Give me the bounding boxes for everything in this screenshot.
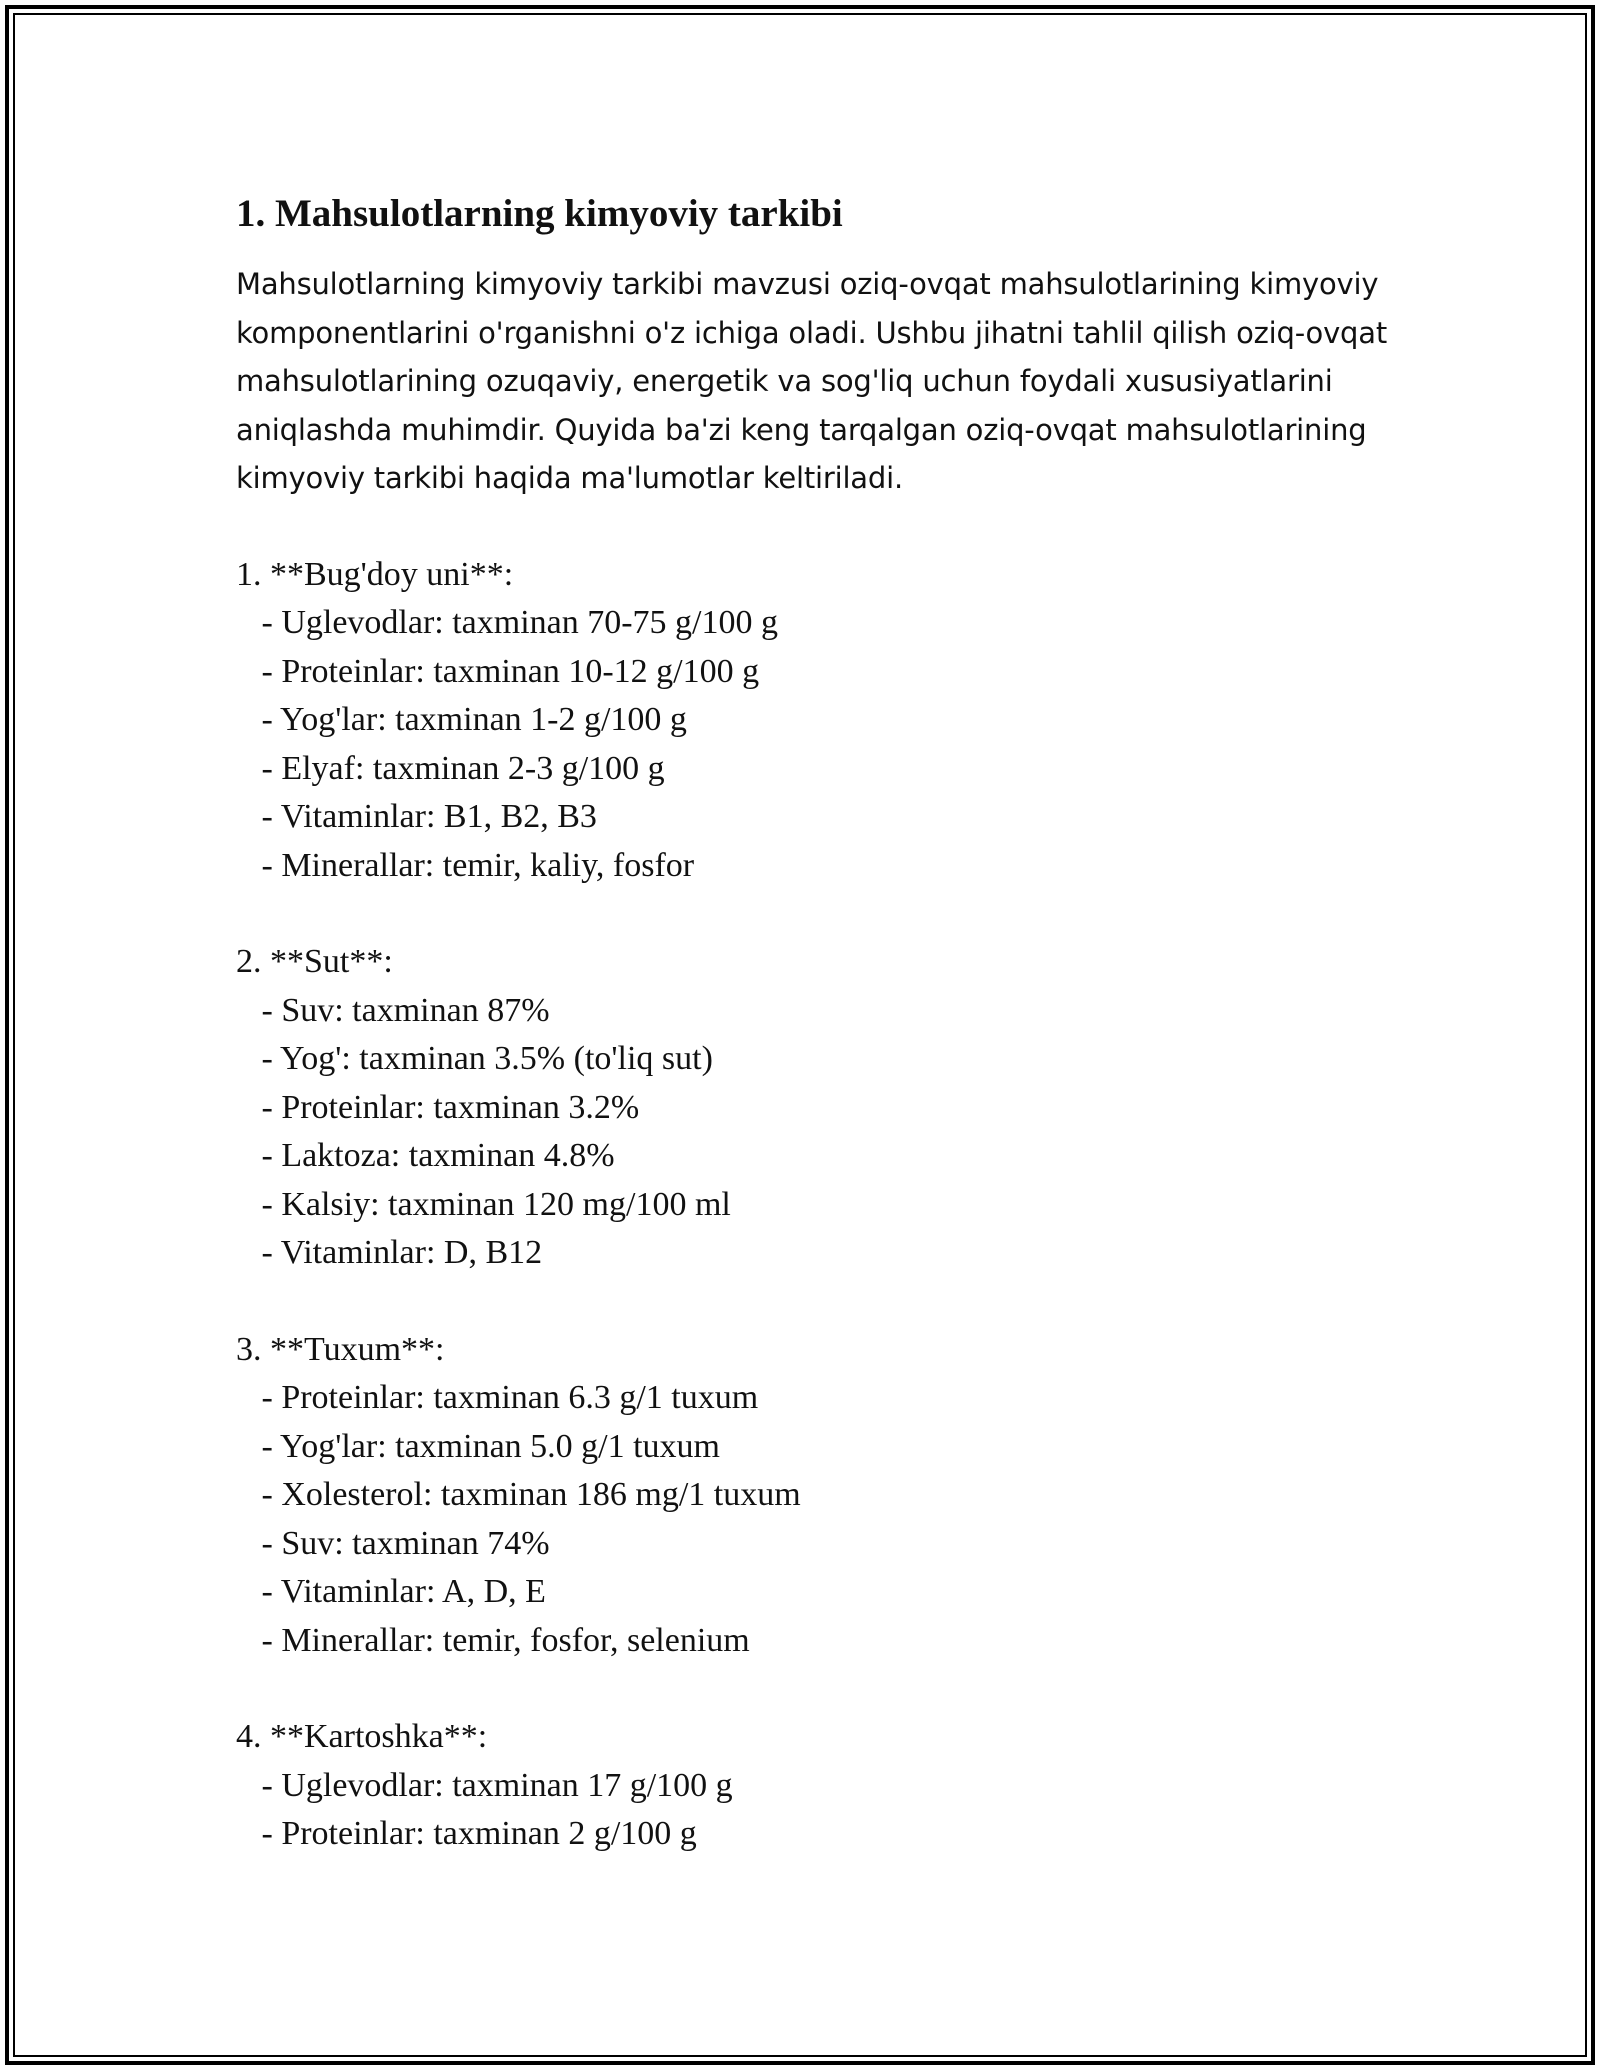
list-item: - Yog'lar: taxminan 1-2 g/100 g bbox=[236, 701, 687, 738]
list-item: - Kalsiy: taxminan 120 mg/100 ml bbox=[236, 1185, 731, 1223]
section-items bbox=[236, 1374, 1416, 1665]
section-heading: 4. **Kartoshka**: bbox=[236, 1718, 488, 1755]
sections-list bbox=[236, 551, 1416, 1859]
section-items bbox=[236, 1762, 1416, 1859]
list-item: - Proteinlar: taxminan 6.3 g/1 tuxum bbox=[236, 1379, 759, 1416]
section-heading: 1. **Bug'doy uni**: bbox=[236, 555, 514, 593]
section-kartoshka bbox=[236, 1713, 1416, 1859]
section-items bbox=[236, 599, 1416, 890]
section-items bbox=[236, 987, 1416, 1278]
list-item: - Yog'lar: taxminan 5.0 g/1 tuxum bbox=[236, 1427, 721, 1465]
section-tuxum bbox=[236, 1326, 1416, 1666]
list-item: - Vitaminlar: D, B12 bbox=[236, 1234, 543, 1271]
list-item: - Uglevodlar: taxminan 70-75 g/100 g bbox=[236, 604, 779, 641]
list-item: - Elyaf: taxminan 2-3 g/100 g bbox=[236, 749, 665, 787]
list-item: - Laktoza: taxminan 4.8% bbox=[236, 1137, 615, 1174]
list-item: - Proteinlar: taxminan 10-12 g/100 g bbox=[236, 652, 760, 690]
list-item: - Proteinlar: taxminan 3.2% bbox=[236, 1088, 640, 1126]
list-item: - Minerallar: temir, kaliy, fosfor bbox=[236, 846, 695, 884]
list-item: - Yog': taxminan 3.5% (to'liq sut) bbox=[236, 1040, 713, 1077]
list-item: - Suv: taxminan 87% bbox=[236, 991, 550, 1029]
list-item: - Suv: taxminan 74% bbox=[236, 1524, 550, 1562]
list-item: - Xolesterol: taxminan 186 mg/1 tuxum bbox=[236, 1476, 801, 1513]
list-item: - Vitaminlar: A, D, E bbox=[236, 1573, 546, 1610]
intro-paragraph: Mahsulotlarning kimyoviy tarkibi mavzusi oziq-ovqat mahsulotlarining kimyoviy komponentlarini o'rganishni o'z ichiga oladi. Ushbu jihatni tahlil qilish oziq-ovqat mahsulotlarining ozuqaviy, energetik va sog'liq uchun foydali xususiyatlarini aniqlashda muhimdir. Quyida ba'zi keng tarqalgan oziq-ovqat mahsulotlarining kimyoviy tarkibi haqida ma'lumotlar keltiriladi. bbox=[236, 267, 1387, 495]
section-heading: 3. **Tuxum**: bbox=[236, 1330, 445, 1368]
document-body bbox=[236, 188, 1416, 1907]
list-item: - Vitaminlar: B1, B2, B3 bbox=[236, 798, 597, 835]
list-item: - Uglevodlar: taxminan 17 g/100 g bbox=[236, 1766, 733, 1804]
list-item: - Proteinlar: taxminan 2 g/100 g bbox=[236, 1815, 697, 1852]
list-item: - Minerallar: temir, fosfor, selenium bbox=[236, 1621, 750, 1659]
section-bugdoy-uni bbox=[236, 551, 1416, 891]
section-sut bbox=[236, 938, 1416, 1278]
section-heading: 2. **Sut**: bbox=[236, 943, 393, 980]
document-title: 1. Mahsulotlarning kimyoviy tarkibi bbox=[236, 192, 843, 235]
